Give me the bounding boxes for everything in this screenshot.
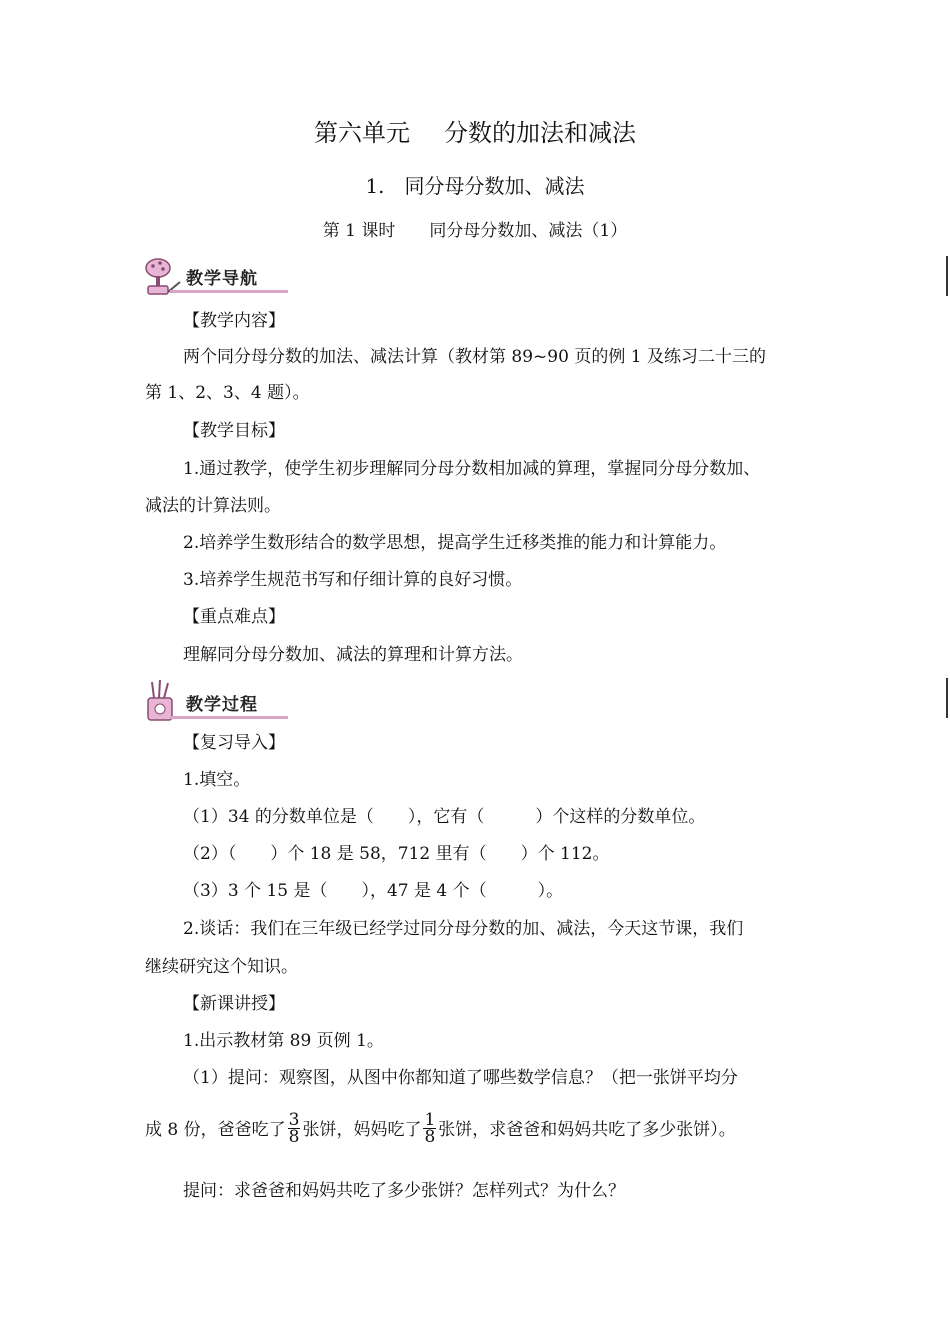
goal-1-line-2: 减法的计算法则。 bbox=[145, 496, 281, 516]
question-2: （2）（ ）个 18 是 58，712 里有（ ）个 112。 bbox=[183, 844, 610, 864]
fraction-line: 成 8 份，爸爸吃了 $\frac{3}{8}$ 张饼，妈妈吃了 $\frac{1}{8}$ 张饼，求爸爸和妈妈共吃了多少张饼）。 bbox=[145, 1110, 736, 1147]
goal-1-line-1: 1.通过教学，使学生初步理解同分母分数相加减的算理，掌握同分母分数加、 bbox=[183, 459, 761, 479]
unit-title: 第六单元 分数的加法和减法 bbox=[314, 119, 636, 147]
banner-label: 教学过程 bbox=[186, 695, 258, 715]
section-title: 1. 同分母分数加、减法 bbox=[365, 174, 585, 198]
teaching-process-banner bbox=[140, 680, 290, 724]
content-line-2: 第 1、2、3、4 题）。 bbox=[145, 383, 310, 403]
teaching-navigation-banner bbox=[140, 254, 290, 298]
show-example: 1.出示教材第 89 页例 1。 bbox=[183, 1031, 384, 1051]
content-heading: 【教学内容】 bbox=[183, 311, 285, 331]
fraction-three-eighths: $\frac{3}{8}$ bbox=[288, 1110, 300, 1147]
goals-heading: 【教学目标】 bbox=[183, 421, 285, 441]
page-edge-mark bbox=[946, 256, 948, 296]
talk-line-2: 继续研究这个知识。 bbox=[145, 957, 298, 977]
question-1: （1）34 的分数单位是（ ），它有（ ）个这样的分数单位。 bbox=[183, 807, 706, 827]
talk-line-1: 2.谈话：我们在三年级已经学过同分母分数的加、减法，今天这节课，我们 bbox=[183, 919, 744, 939]
review-heading: 【复习导入】 bbox=[183, 733, 285, 753]
ask-1: （1）提问：观察图，从图中你都知道了哪些数学信息？（把一张饼平均分 bbox=[183, 1068, 738, 1088]
goal-3: 3.培养学生规范书写和仔细计算的良好习惯。 bbox=[183, 570, 523, 590]
key-heading: 【重点难点】 bbox=[183, 607, 285, 627]
content-line-1: 两个同分母分数的加法、减法计算（教材第 89~90 页的例 1 及练习二十三的 bbox=[183, 347, 766, 367]
ask-2: 提问：求爸爸和妈妈共吃了多少张饼？怎样列式？为什么？ bbox=[183, 1181, 625, 1201]
banner-label: 教学导航 bbox=[186, 269, 258, 289]
banner-underline bbox=[170, 290, 288, 293]
goal-2: 2.培养学生数形结合的数学思想，提高学生迁移类推的能力和计算能力。 bbox=[183, 533, 727, 553]
fraction-one-eighth: $\frac{1}{8}$ bbox=[424, 1110, 436, 1147]
page-edge-mark bbox=[946, 678, 948, 718]
question-3: （3）3 个 15 是（ ），47 是 4 个（ ）。 bbox=[183, 881, 564, 901]
fill-blank-title: 1.填空。 bbox=[183, 770, 251, 790]
key-text: 理解同分母分数加、减法的算理和计算方法。 bbox=[183, 645, 523, 665]
lesson-title: 第 1 课时 同分母分数加、减法（1） bbox=[322, 221, 628, 241]
new-lesson-heading: 【新课讲授】 bbox=[183, 994, 285, 1014]
banner-underline bbox=[170, 716, 288, 719]
